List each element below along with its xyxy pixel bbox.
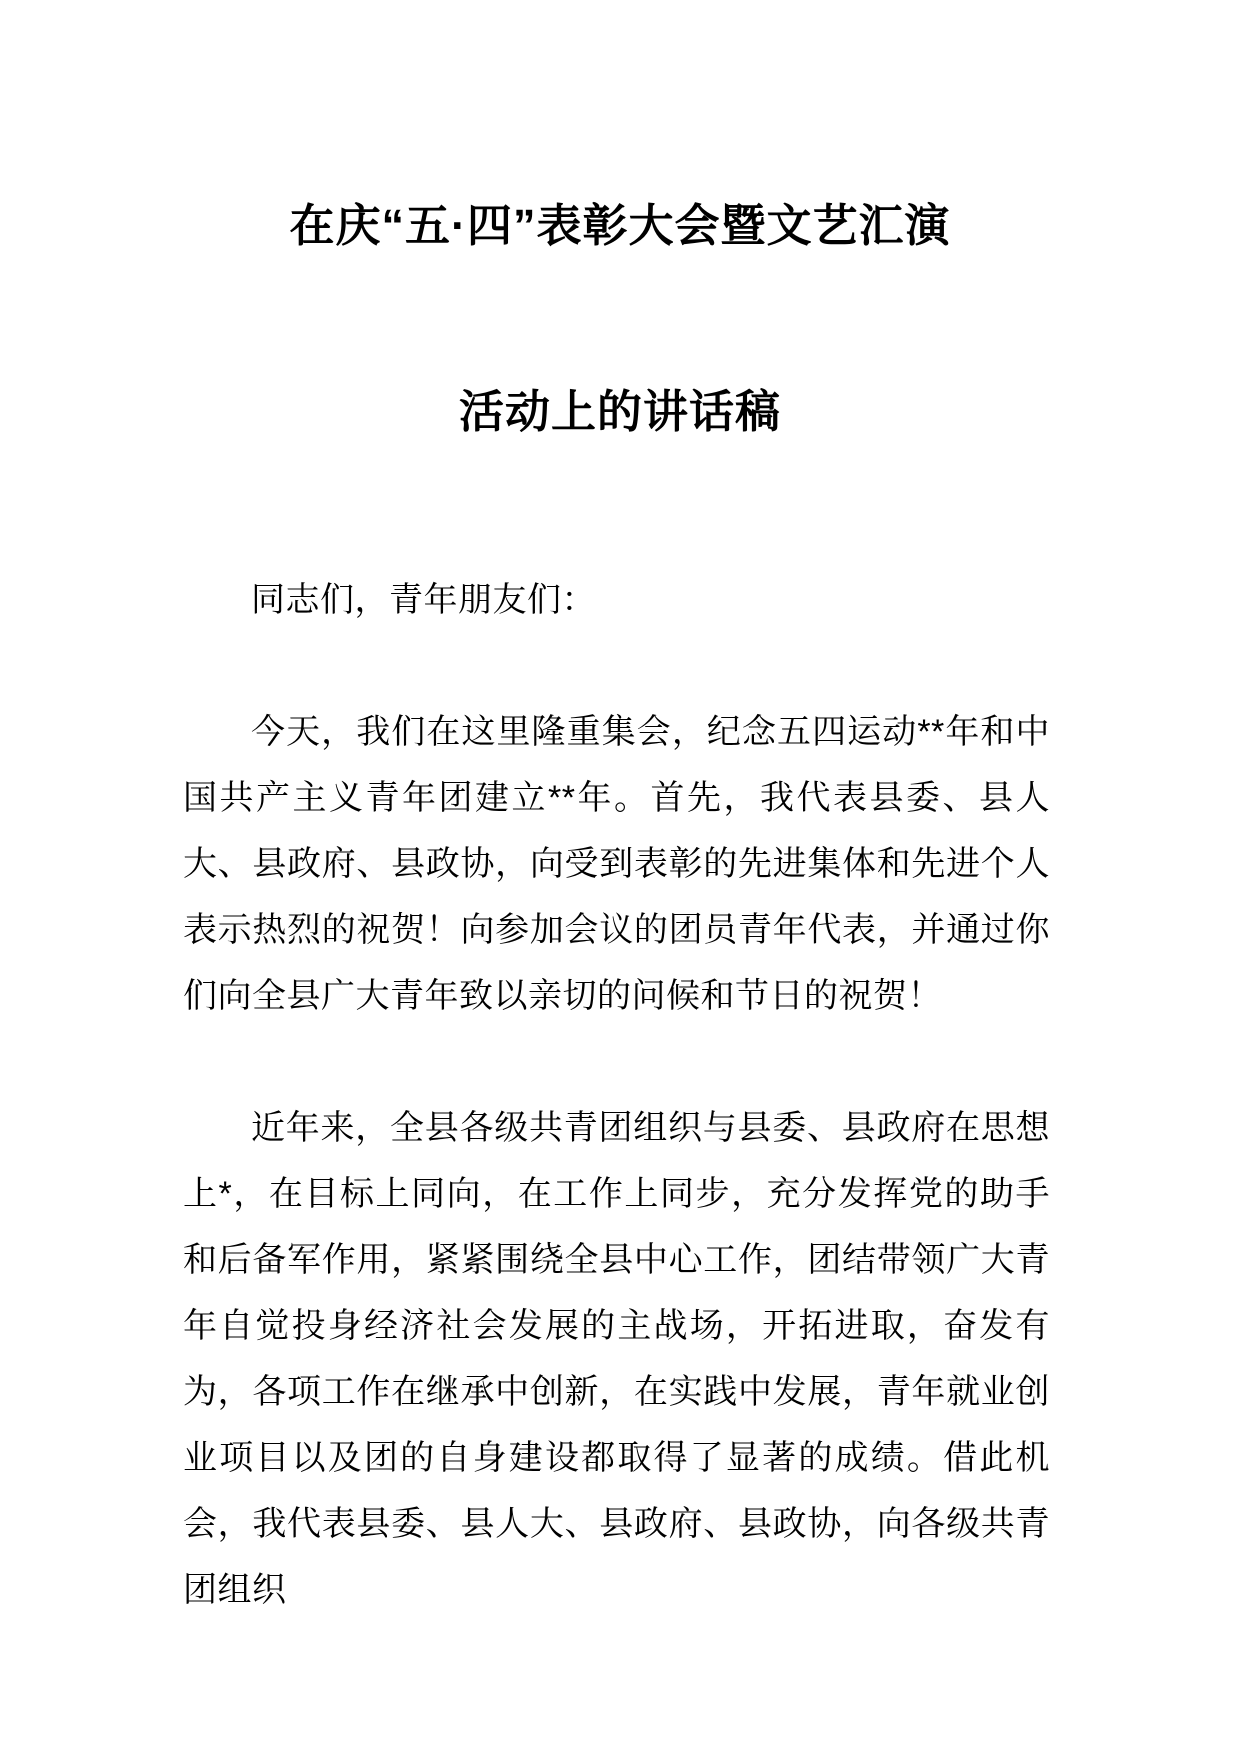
body-paragraph-1: 今天，我们在这里隆重集会，纪念五四运动**年和中国共产主义青年团建立**年。首先，我代表县委、县人大、县政府、县政协，向受到表彰的先进集体和先进个人表示热烈的祝贺！向参加会议的团员青年代表，并通过你们向全县广大青年致以亲切的问候和节日的祝贺！ — [183, 713, 1050, 1015]
document-title-line1: 在庆“五·四”表彰大会暨文艺汇演 — [289, 200, 951, 251]
salutation-line: 同志们，青年朋友们： — [251, 581, 596, 619]
document-body — [183, 567, 1050, 1623]
body-paragraph-2: 近年来，全县各级共青团组织与县委、县政府在思想上*，在目标上同向，在工作上同步，充分发挥党的助手和后备军作用，紧紧围绕全县中心工作，团结带领广大青年自觉投身经济社会发展的主战场，开拓进取，奋发有为，各项工作在继承中创新，在实践中发展，青年就业创业项目以及团的自身建设都取得了显著的成绩。借此机会，我代表县委、县人大、县政府、县政协，向各级共青团组织 — [183, 1109, 1050, 1609]
document-title-line2: 活动上的讲话稿 — [458, 386, 781, 437]
